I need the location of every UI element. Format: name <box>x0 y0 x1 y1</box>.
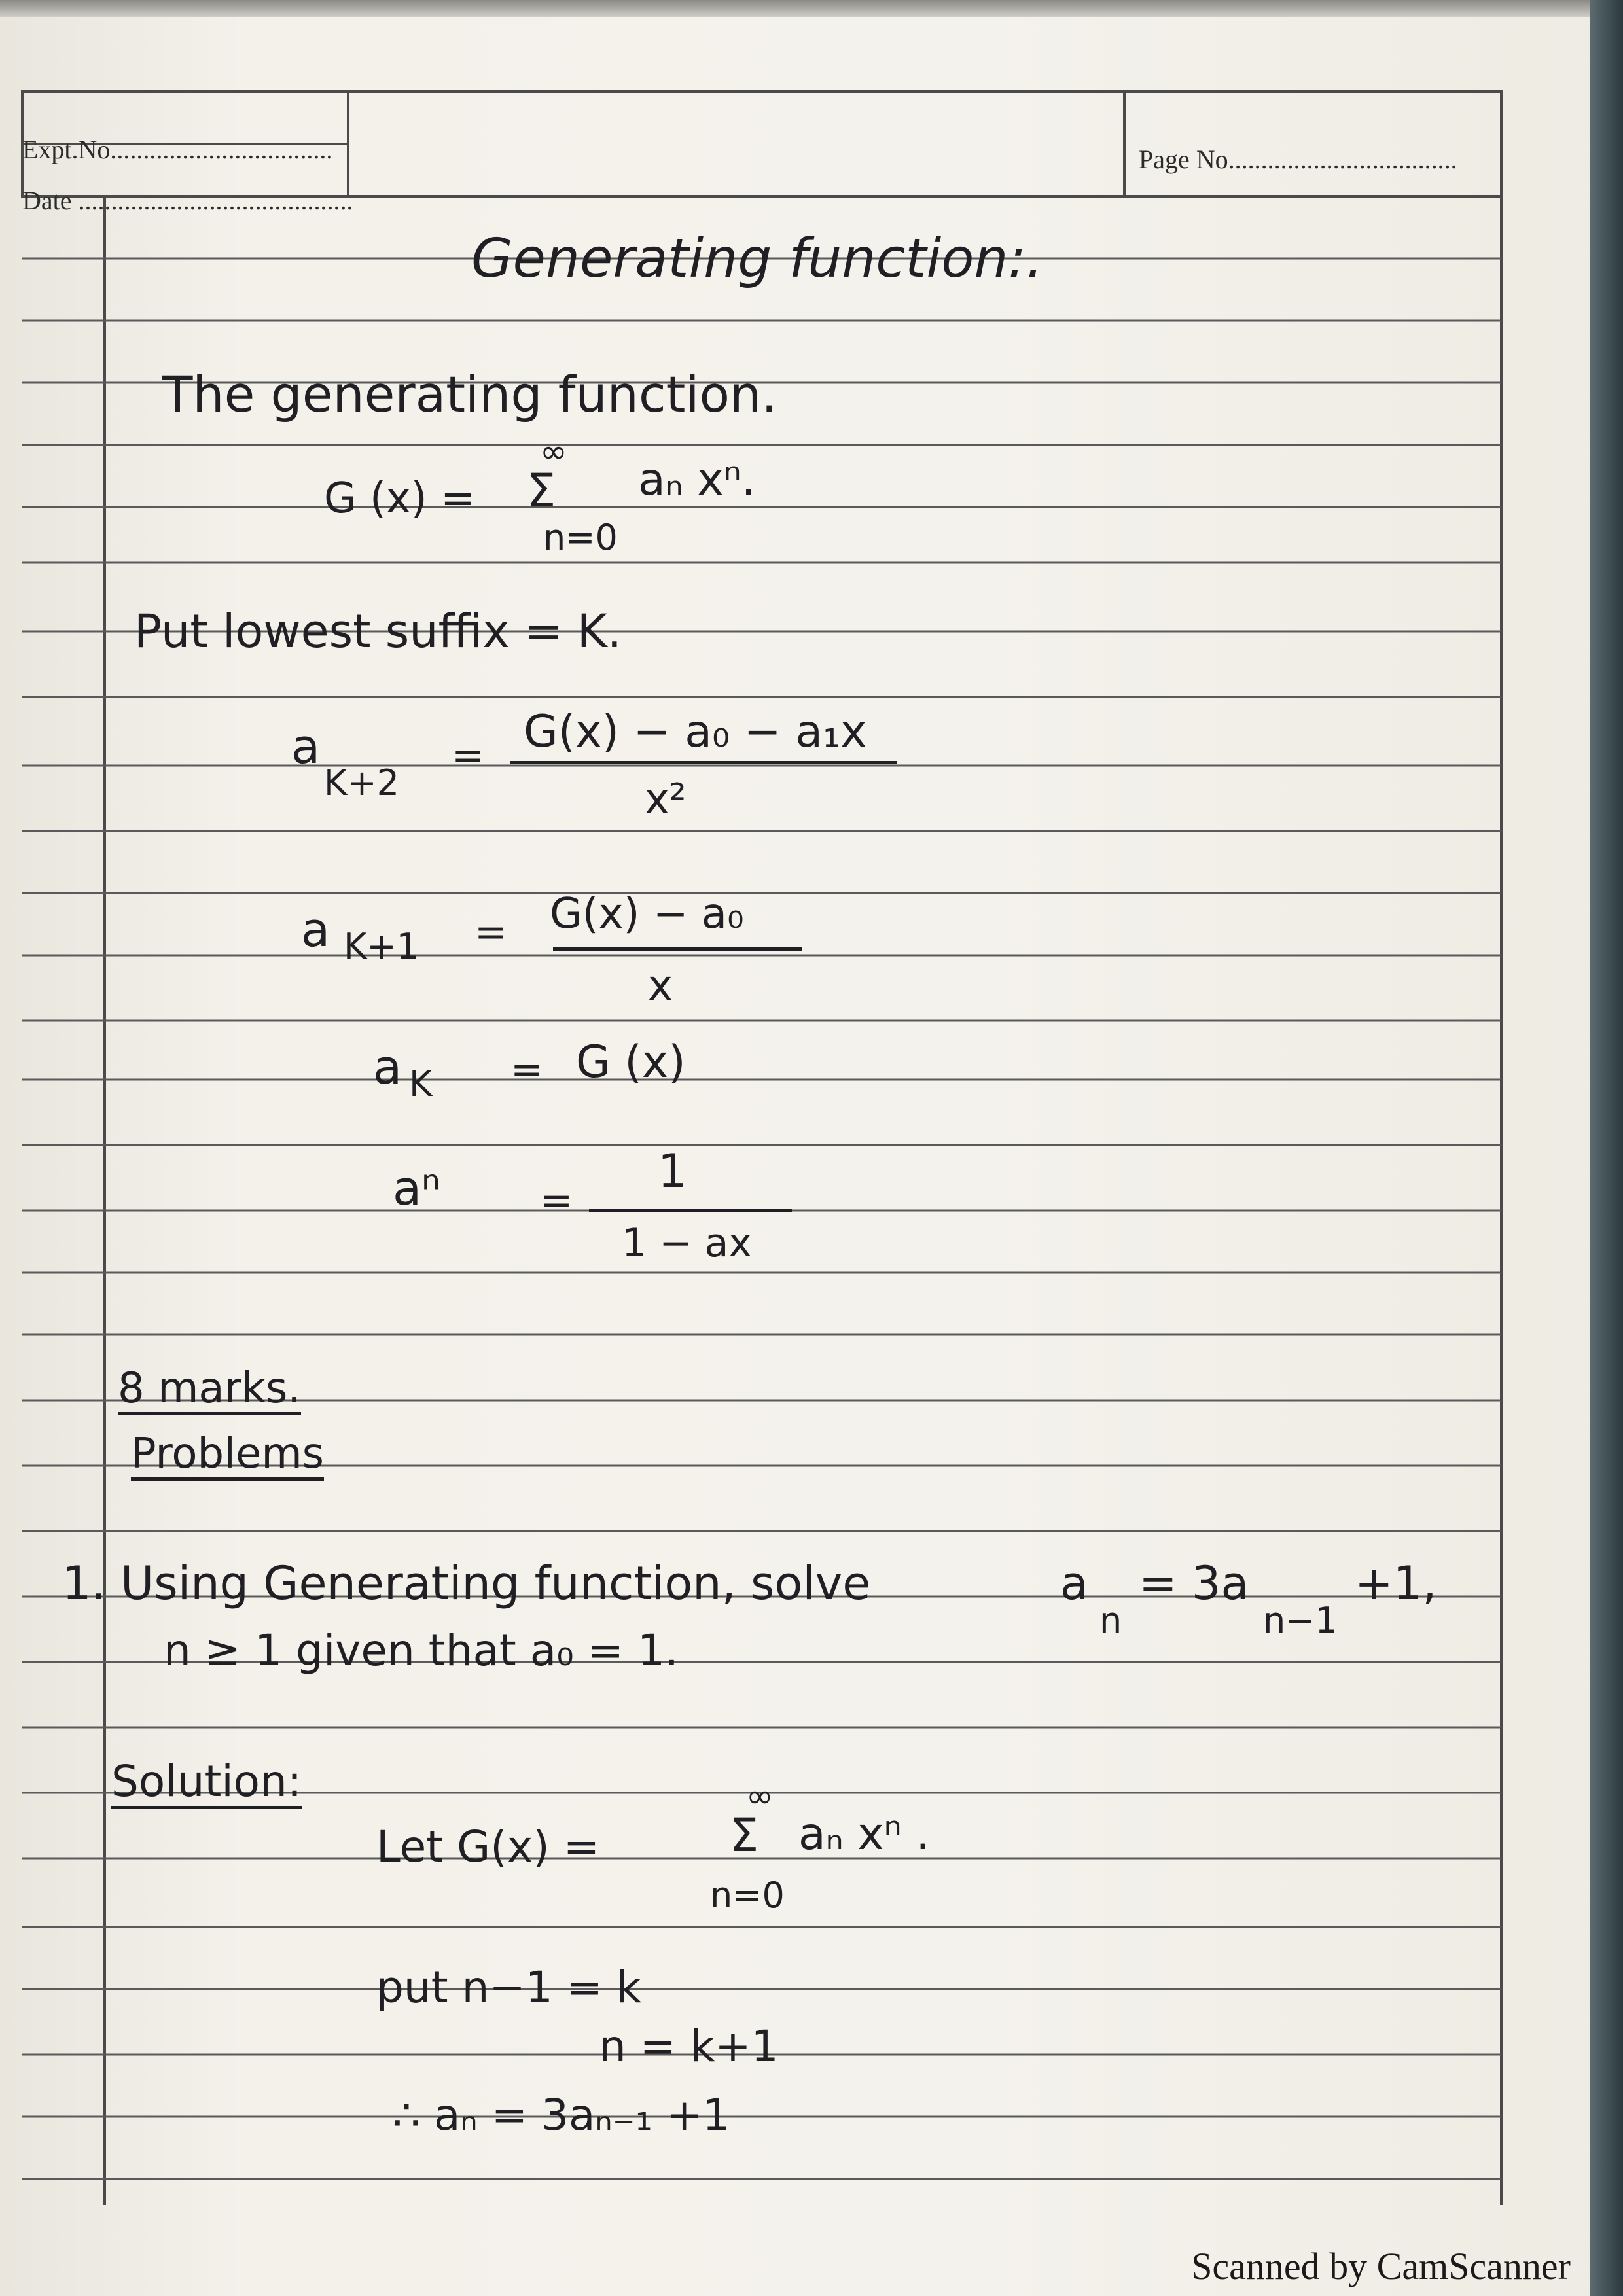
expt-no-label: Expt.No.................................. <box>22 135 333 164</box>
gfx-lhs: G (x) = <box>324 474 476 523</box>
problem1-rec-lhs: a <box>1060 1557 1088 1610</box>
eq4-lhs: aⁿ <box>393 1161 440 1216</box>
solution-sum-index: n=0 <box>710 1875 785 1916</box>
sigma-top: ∞ <box>540 433 567 470</box>
problems-heading: Problems <box>131 1433 324 1481</box>
sigma-symbol: Σ <box>527 464 556 518</box>
eq4-fraction-bar <box>589 1209 792 1212</box>
solution-label: Solution: <box>111 1760 302 1809</box>
solution-sum-term: aₙ xⁿ . <box>798 1809 930 1860</box>
problem1-rec-tail: +1, <box>1355 1557 1437 1610</box>
solution-let: Let G(x) = <box>376 1822 600 1872</box>
intro-line: The generating function. <box>162 365 777 423</box>
eq2-equals: = <box>474 910 508 955</box>
problem1-rec-lhs-sub: n <box>1099 1600 1122 1641</box>
sum-term: aₙ xⁿ. <box>638 454 756 506</box>
eq1-lhs-sub: K+2 <box>324 762 400 804</box>
eq3-rhs: G (x) <box>576 1036 686 1088</box>
problem1-rec-rhs-sub: n−1 <box>1263 1600 1338 1641</box>
scanner-watermark: Scanned by CamScanner <box>1191 2245 1571 2287</box>
problem1-rec-rhs: = 3a <box>1139 1557 1249 1610</box>
problem1-given: n ≥ 1 given that a₀ = 1. <box>164 1625 679 1676</box>
suffix-line: Put lowest suffix = K. <box>134 605 622 658</box>
solution-sigma-symbol: Σ <box>730 1809 759 1862</box>
eq3-lhs-sub: K <box>409 1063 433 1104</box>
page-title: Generating function:. <box>471 228 1044 290</box>
eq1-equals: = <box>452 733 485 779</box>
eq1-numerator: G(x) − a₀ − a₁x <box>524 706 867 758</box>
problem1-text: 1. Using Generating function, solve <box>62 1557 871 1610</box>
solution-n-equals: n = k+1 <box>599 2021 779 2072</box>
eq3-equals: = <box>510 1047 544 1093</box>
eq2-fraction-bar <box>553 947 802 951</box>
eq4-denominator: 1 − ax <box>622 1220 752 1266</box>
eq4-equals: = <box>540 1178 573 1224</box>
solution-sigma-top: ∞ <box>746 1777 774 1815</box>
eq2-lhs: a <box>301 902 330 957</box>
eq3-lhs: a <box>373 1040 402 1095</box>
eq1-fraction-bar <box>510 761 897 764</box>
page-no-label: Page No................................... <box>1139 145 1457 174</box>
solution-therefore: ∴ aₙ = 3aₙ₋₁ +1 <box>393 2090 730 2140</box>
marks-label: 8 marks. <box>118 1368 301 1415</box>
sum-index: n=0 <box>543 517 618 558</box>
solution-put: put n−1 = k <box>376 1962 642 2013</box>
eq2-denominator: x <box>648 962 673 1010</box>
eq2-lhs-sub: K+1 <box>344 926 419 967</box>
eq2-numerator: G(x) − a₀ <box>550 890 744 938</box>
eq1-denominator: x² <box>645 775 687 824</box>
date-label: Date .......................................... <box>22 186 353 215</box>
eq1-lhs: a <box>291 719 321 774</box>
eq4-numerator: 1 <box>658 1144 687 1198</box>
